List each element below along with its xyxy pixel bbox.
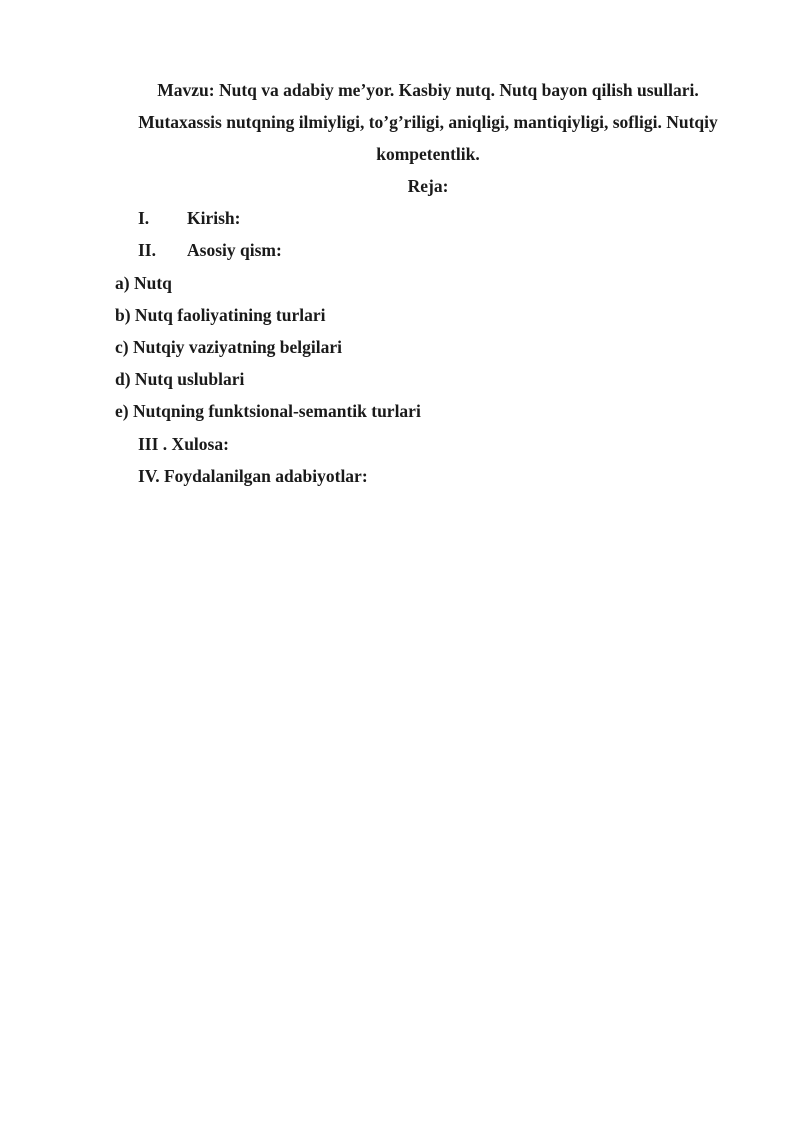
title-line: Mavzu: Nutq va adabiy me’yor. Kasbiy nutq. Nutq bayon qilish usullari. [157, 80, 699, 100]
plan-item-label: Asosiy qism: [187, 240, 282, 260]
plan-item-number: I. [138, 208, 150, 228]
plan-item-references: IV. Foydalanilgan adabiyotlar: [138, 466, 368, 486]
plan-subitem: e) Nutqning funktsional-semantik turlari [115, 401, 421, 421]
plan-item-label: Kirish: [187, 208, 241, 228]
plan-subitem: c) Nutqiy vaziyatning belgilari [115, 337, 343, 357]
plan-item-number: II. [138, 240, 156, 260]
document-title [100, 74, 756, 170]
plan-item-conclusion: III . Xulosa: [138, 434, 229, 454]
plan-subitem: a) Nutq [115, 273, 172, 293]
title-line: Mutaxassis nutqning ilmiyligi, to’g’riligi, aniqligi, mantiqiyligi, sofligi. Nutqiy [138, 112, 718, 132]
plan-subitem: d) Nutq uslublari [115, 369, 245, 389]
plan-heading: Reja: [407, 176, 449, 196]
title-line: kompetentlik. [376, 144, 480, 164]
plan-subitem: b) Nutq faoliyatining turlari [115, 305, 326, 325]
